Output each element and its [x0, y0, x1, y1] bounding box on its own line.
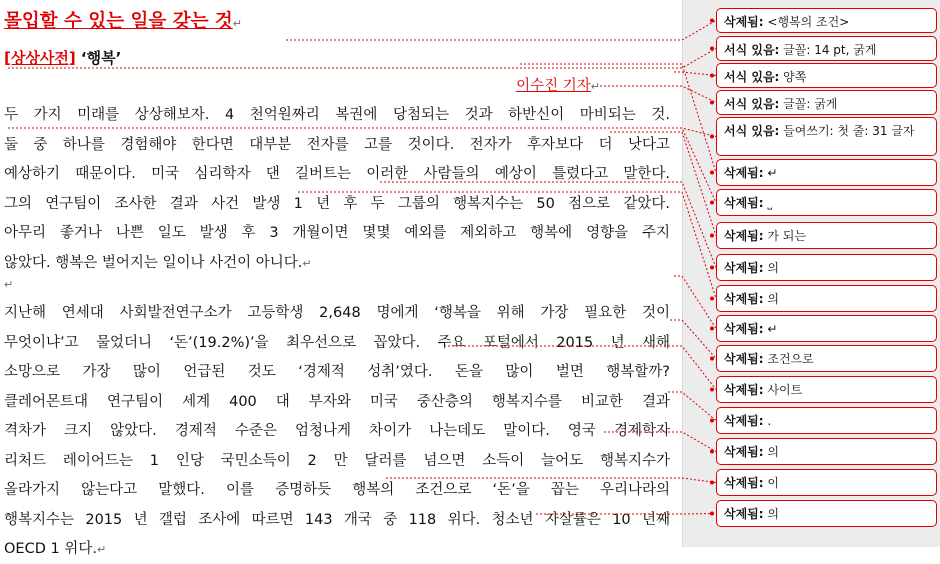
- revision-balloon[interactable]: [716, 345, 937, 372]
- balloon-text: 의: [763, 507, 779, 521]
- text-segment: 소망으로 가장 많이 언급된 것도 ‘경제적 성취’였다. 돈을 많이 벌면 행복할까?: [4, 364, 670, 380]
- balloon-text: 조건으로: [763, 352, 814, 366]
- text-segment: 무엇이냐’고 물었더니 ‘돈’(19.2%)’을 최우선: [4, 334, 329, 351]
- revision-balloon[interactable]: [716, 159, 937, 186]
- balloon-text: 가 되는: [763, 229, 806, 243]
- byline[interactable]: 이수진 기자: [516, 78, 591, 94]
- text-segment: 것.: [635, 107, 671, 123]
- balloon-label: 서식 있음:: [724, 97, 780, 111]
- text-segment: 아무리 좋거나 나쁜 일도 발생 후 3 개월이면 몇몇 예외를 제외하고 행복에 영향을 주지: [4, 225, 670, 241]
- text-line: [4, 131, 670, 160]
- text-line: [4, 101, 670, 130]
- revision-balloon[interactable]: [716, 36, 937, 61]
- text-segment: 클레어몬트대 연구팀이 세계 400 대 부자와 미국 중산층의 행복지수를 비교한 결과: [4, 393, 670, 410]
- balloon-label: 삭제됨:: [724, 322, 764, 336]
- text-line: [4, 476, 670, 505]
- text-line: [4, 160, 670, 189]
- text-segment: 올라가지 않는다고 말했다. 이를 증명하듯 행복의 조건으로 ‘돈’을 꼽는 우리나라의: [4, 482, 670, 498]
- revision-balloon[interactable]: [716, 376, 937, 403]
- text-line: [4, 299, 670, 328]
- text-line: [4, 358, 670, 387]
- balloon-text: 의: [763, 261, 779, 275]
- text-line: [4, 506, 670, 535]
- title-line: [4, 6, 670, 38]
- balloon-label: 삭제됨:: [724, 383, 764, 397]
- subtitle-word: ‘행복’: [80, 49, 122, 67]
- paragraph-mark-icon: ↵: [96, 543, 107, 556]
- text-line: [4, 417, 670, 446]
- text-segment: 않았다. 행복은 벌어지는 일이나 사건이 아니다.: [4, 254, 303, 271]
- text-segment: 둘 중 하나를 경험해야 한다면 대부분 전자를 고를 것이다. 전자가 후자보다 더 낫다고: [4, 136, 670, 153]
- balloon-label: 삭제됨:: [724, 15, 764, 29]
- empty-line: [4, 270, 670, 299]
- subtitle-inserted: [상상사전]: [4, 49, 76, 67]
- text-segment: 되는: [607, 107, 636, 123]
- revision-balloon[interactable]: [716, 8, 937, 33]
- balloon-text: 글꼴: 14 pt, 굵게: [779, 43, 877, 57]
- revision-balloon[interactable]: [716, 117, 937, 156]
- balloon-label: 삭제됨:: [724, 476, 764, 490]
- balloon-text: 글꼴: 굵게: [779, 97, 838, 111]
- balloon-label: 삭제됨:: [724, 166, 764, 180]
- revision-balloon[interactable]: [716, 254, 937, 281]
- balloon-text: 이: [763, 476, 779, 490]
- revision-balloon[interactable]: [716, 407, 937, 434]
- balloon-text: 양쪽: [779, 70, 807, 84]
- revision-balloon[interactable]: [716, 285, 937, 312]
- text-segment: 이: [550, 107, 565, 123]
- balloon-label: 삭제됨:: [724, 229, 764, 243]
- paragraph-mark-icon: ↵: [302, 256, 312, 270]
- text-segment: 두 가지 미래를 상상해보자. 4 천억원짜리 복권에 당첨되는 것과 하반신: [4, 107, 551, 123]
- byline-line: [4, 72, 670, 101]
- balloon-label: 서식 있음:: [724, 43, 780, 57]
- balloon-text: 의: [763, 445, 779, 459]
- document-title[interactable]: 몰입할 수 있는 일을 갖는 것: [4, 11, 233, 32]
- balloon-label: 서식 있음:: [724, 124, 780, 138]
- balloon-label: 삭제됨:: [724, 292, 764, 306]
- paragraph-mark-icon: ↵: [590, 80, 600, 93]
- text-segment: 예상이 틀렸다고 말한다.: [479, 166, 670, 182]
- text-segment: 행복지수는 2015 년 갤럽 조사에 따르면 143 개국 중 118 위다. 청소년 자살률은 10 년째: [4, 511, 670, 528]
- balloon-text: 의: [763, 292, 779, 306]
- balloon-text: ↵: [763, 166, 778, 180]
- revision-balloon[interactable]: [716, 63, 937, 88]
- balloon-text: 사이트: [763, 383, 803, 397]
- balloon-text: ˽: [763, 196, 773, 210]
- text-segment: OECD 1 위다.: [4, 541, 97, 557]
- balloon-label: 삭제됨:: [724, 352, 764, 366]
- text-line: [4, 447, 670, 476]
- revision-balloon[interactable]: [716, 438, 937, 465]
- text-segment: 격차가 크지 않았다. 경제적 수준은 엄청나게 차이가 나는데도 말이다. 영국 경제학자: [4, 423, 670, 439]
- revision-balloon[interactable]: [716, 222, 937, 249]
- text-segment: 예상하기 때문이다. 미국 심리학자 댄 길버트는 이러한 사람들: [4, 166, 466, 182]
- text-segment: 리처드 레이어드는 1 인당 국민소득이 2 만 달러를 넘으면 소득이 늘어도 행복지수가: [4, 452, 670, 469]
- text-line: [4, 388, 670, 417]
- text-line: [4, 329, 670, 358]
- revision-balloon[interactable]: [716, 315, 937, 342]
- revision-balloon[interactable]: [716, 90, 937, 115]
- text-segment: 으로: [328, 334, 357, 351]
- text-segment: 마비: [564, 107, 608, 123]
- balloon-label: 삭제됨:: [724, 261, 764, 275]
- balloon-text: 들여쓰기: 첫 줄: 31 글자: [779, 124, 915, 138]
- subtitle-line: [4, 44, 670, 73]
- balloon-label: 삭제됨:: [724, 445, 764, 459]
- document-subtitle[interactable]: [4, 49, 121, 67]
- text-segment: 꼽았다. 주요 포털에서 2015 년 새해: [356, 334, 670, 351]
- balloon-label: 삭제됨:: [724, 196, 764, 210]
- text-line: [4, 190, 670, 219]
- revision-balloon[interactable]: [716, 469, 937, 496]
- balloon-text: .: [763, 414, 772, 428]
- balloon-label: 삭제됨:: [724, 414, 764, 428]
- revision-balloon[interactable]: [716, 189, 937, 216]
- text-segment: 지난해 연세대 사회발전연구소가 고등학생 2,648 명에게 ‘행복을 위해 가장 필요한 것이: [4, 305, 670, 321]
- paragraph-mark-icon: ↵: [4, 278, 14, 291]
- paragraph-mark-icon: ↵: [232, 17, 243, 30]
- text-segment: 그의 연구팀이 조사한 결과 사건 발생 1 년 후 두 그룹의 행복지수는 50 점으로 같았다.: [4, 195, 670, 212]
- text-line: [4, 535, 670, 564]
- text-segment: 의: [465, 166, 480, 182]
- text-line: [4, 219, 670, 248]
- balloon-text: <행복의 조건>: [763, 15, 850, 29]
- revision-balloon[interactable]: [716, 500, 937, 527]
- balloon-label: 삭제됨:: [724, 507, 764, 521]
- balloon-text: ↵: [763, 322, 778, 336]
- balloon-label: 서식 있음:: [724, 70, 780, 84]
